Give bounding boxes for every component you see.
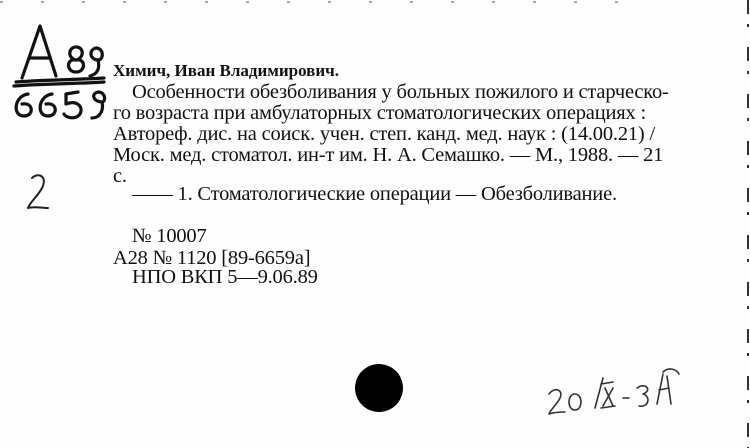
title-line-1: Особенности обезболивания у больных пожилого и старческо-	[132, 81, 669, 103]
title-line-2: го возраста при амбулаторных стоматологических операциях :	[113, 102, 646, 124]
handwritten-mark	[18, 168, 58, 216]
handwritten-date	[545, 360, 685, 420]
author-name: Химич, Иван Владимирович.	[113, 61, 339, 80]
card-top-edge-marks	[0, 0, 750, 8]
catalog-number: А28 № 1120 [89-6659а]	[113, 247, 311, 269]
title-line-3: Автореф. дис. на соиск. учен. степ. канд. мед. наук : (14.00.21) /	[113, 123, 655, 145]
handwritten-shelfmark	[0, 20, 115, 130]
card-right-edge-marks	[742, 0, 750, 448]
title-line-4: Моск. мед. стоматол. ин-т им. Н. А. Семашко. — М., 1988. — 21	[113, 144, 664, 166]
title-line-5: с.	[113, 165, 127, 187]
registry-line: НПО ВКП 5—9.06.89	[132, 266, 318, 288]
accession-number: № 10007	[132, 225, 207, 247]
subject-heading: —— 1. Стоматологические операции — Обезболивание.	[132, 183, 617, 205]
punch-hole	[355, 364, 403, 412]
